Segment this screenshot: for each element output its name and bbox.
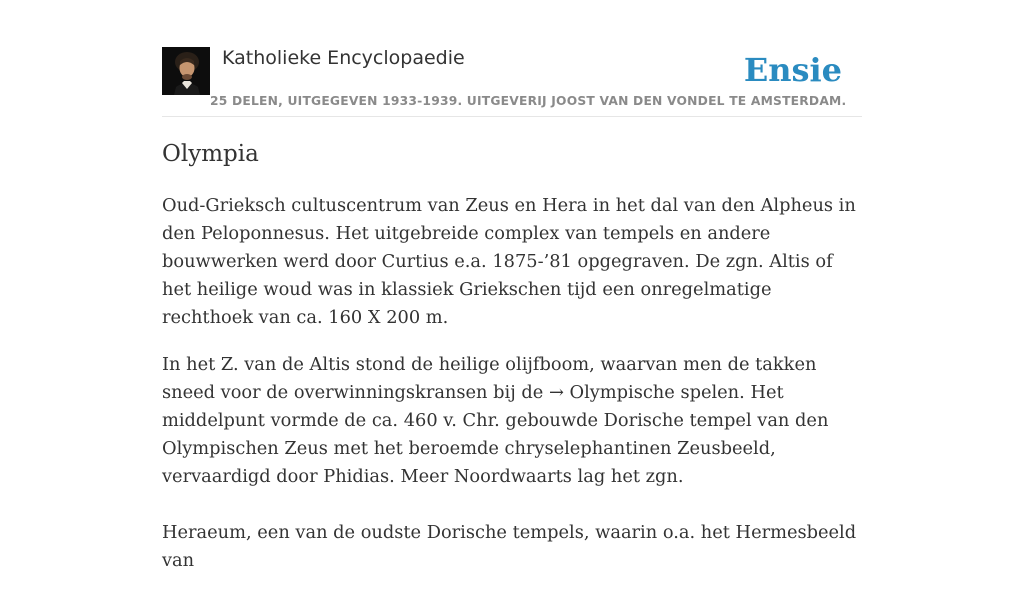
- olympische-spelen-link[interactable]: → Olympische spelen: [548, 382, 740, 403]
- article-body: [162, 192, 862, 594]
- paragraph-2-text-end: . Het middelpunt vormde de ca. 460 v. Chr. gebouwde Dorische tempel van den Olympischen Zeus met het beroemde chryselephantinen Zeusbeeld, vervaardigd door Phidias. Meer Noordwaarts lag het zgn.: [162, 382, 829, 487]
- article-paragraph-2: [162, 351, 862, 491]
- ensie-logo-link[interactable]: Ensie: [743, 51, 842, 89]
- paragraph-2-text-start: In het Z. van de Altis stond de heilige olijfboom, waarvan men de takken sneed voor de overwinningskransen bij de: [162, 354, 817, 403]
- article-paragraph-3: Heraeum, een van de oudste Dorische tempels, waarin o.a. het Hermesbeeld van: [162, 522, 857, 571]
- publication-header: [162, 46, 862, 117]
- publication-title[interactable]: Katholieke Encyclopaedie: [222, 47, 465, 69]
- article-paragraph-1: Oud-Grieksch cultuscentrum van Zeus en Hera in het dal van den Alpheus in den Peloponnesus. Het uitgebreide complex van tempels en andere bouwwerken werd door Curtius e.a. 1875-’81 opgegraven. De zgn. Altis of het heilige woud was in klassiek Griekschen tijd een onregelmatige rechthoek van ca. 160 X 200 m.: [162, 195, 856, 328]
- publication-meta: 25 DELEN, UITGEGEVEN 1933-1939. UITGEVERIJ JOOST VAN DEN VONDEL TE AMSTERDAM.: [210, 94, 847, 108]
- article-title: Olympia: [162, 141, 259, 167]
- portrait-avatar-icon[interactable]: [162, 47, 210, 95]
